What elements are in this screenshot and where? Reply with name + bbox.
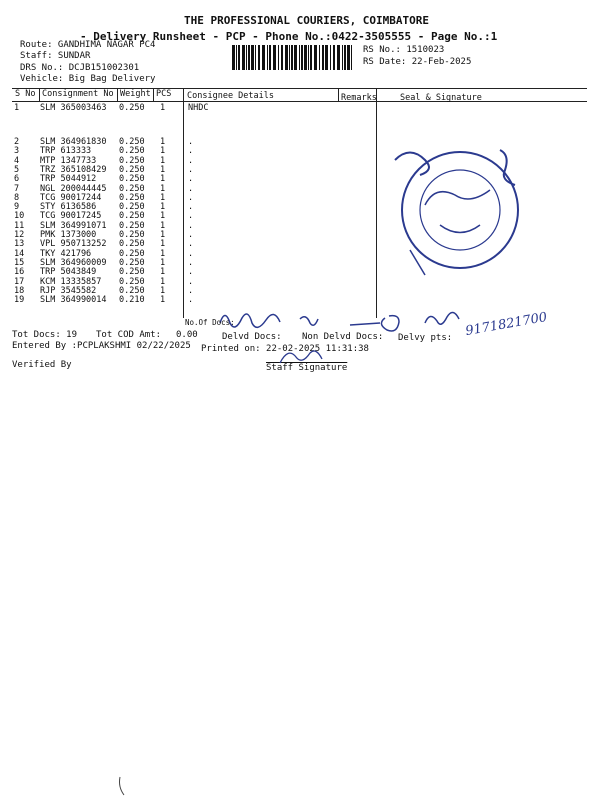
row-consignment-no: PMK 1373000 [40,230,97,240]
row-pcs: 1 [160,137,166,147]
barcode-bar [347,45,350,70]
row-consignee-details: . [188,174,194,185]
row-consignee-details: . [188,155,194,166]
col-divider [183,88,184,318]
row-sno: 14 [14,248,25,259]
barcode-bar [314,45,317,70]
barcode-bar [255,45,256,70]
row-consignment-no: STY 6136586 [40,202,97,213]
barcode-bar [319,45,320,70]
total-docs: Tot Docs: 19 [12,330,78,340]
barcode-bar [281,45,283,70]
row-sno: 19 [14,295,25,306]
row-sno: 2 [14,137,20,147]
row-weight: 0.250 [119,211,145,222]
barcode-bar [325,45,328,70]
row-pcs: 1 [160,239,166,250]
row-sno: 8 [14,192,20,203]
row-consignment-no: TRP 5044912 [40,174,97,185]
row-sno: 13 [14,239,25,250]
row-pcs: 1 [160,155,166,166]
row-pcs: 1 [160,295,166,306]
row-consignment-no: NGL 200044445 [40,183,107,194]
row-weight: 0.250 [119,220,145,231]
barcode-bar [285,45,288,70]
row-consignee-details: . [188,239,194,250]
barcode-bar [236,45,237,70]
non-delivered-docs-label: Non Delvd Docs: [302,332,384,342]
row-weight: 0.250 [119,146,145,157]
barcode-bar [238,45,240,70]
row-sno: 6 [14,174,20,185]
row-weight: 0.250 [119,155,145,166]
printed-on: Printed on: 22-02-2025 11:31:38 [201,344,369,354]
row-consignee-details: . [188,183,194,194]
barcode-bar [351,45,352,70]
row-consignee-details: . [188,146,194,157]
col-header-consignment: Consignment No [42,89,114,99]
staff-signature-mark [275,345,335,367]
row-weight: 0.250 [119,230,145,240]
row-consignment-no: SLM 364990014 [40,295,107,306]
row-consignment-no: TRP 5043849 [40,267,97,278]
total-cod-label: Tot COD Amt: [96,330,162,340]
barcode-bar [269,45,271,70]
row-weight: 0.250 [119,183,145,194]
margin-mark [115,775,135,797]
row-weight: 0.250 [119,257,145,268]
row-pcs: 1 [160,211,166,222]
row-sno: 4 [14,155,20,166]
col-header-seal: Seal & Signature [400,93,482,103]
row-weight: 0.250 [119,285,145,296]
row-weight: 0.250 [119,174,145,185]
row-sno: 9 [14,202,20,213]
barcode-bar [299,45,300,70]
row-consignee-details: . [188,230,194,240]
row-pcs: 1 [160,174,166,185]
row-pcs: 1 [160,103,166,113]
row-consignment-no: TKY 421796 [40,248,92,259]
row-sno: 10 [14,211,25,222]
row-consignment-no: SLM 365003463 [40,103,107,113]
barcode-bar [333,45,335,70]
row-sno: 3 [14,146,20,157]
row-consignee-details: . [188,276,194,287]
barcode-bar [337,45,340,70]
barcode-bar [273,45,276,70]
row-weight: 0.250 [119,137,145,147]
barcode-bar [301,45,303,70]
row-consignee-details: . [188,211,194,222]
no-of-docs-label: No.Of Docs: [185,318,235,327]
row-consignment-no: TRZ 365108429 [40,164,107,175]
row-weight: 0.250 [119,202,145,213]
row-consignee-details: . [188,164,194,175]
row-weight: 0.250 [119,103,145,113]
col-divider [39,88,40,101]
col-divider [376,88,377,318]
barcode-bar [262,45,265,70]
col-divider [338,88,339,101]
barcode-bar [251,45,254,70]
row-weight: 0.210 [119,295,145,306]
row-consignment-no: RJP 3545582 [40,285,97,296]
delivery-points-label: Delvy pts: [398,333,453,343]
row-consignee-details: . [188,202,194,213]
barcode-bar [248,45,250,70]
row-consignment-no: VPL 950713252 [40,239,107,250]
row-pcs: 1 [160,230,166,240]
row-pcs: 1 [160,257,166,268]
col-header-pcs: PCS [156,89,172,99]
row-consignee-details: . [188,257,194,268]
row-consignment-no: SLM 364991071 [40,220,107,231]
row-weight: 0.250 [119,192,145,203]
row-weight: 0.250 [119,267,145,278]
runsheet-subtitle: - Delivery Runsheet - PCP - Phone No.:0422-3505555 - Page No.:1 [80,30,498,43]
row-pcs: 1 [160,146,166,157]
barcode-bar [344,45,346,70]
staff-signature-label: Staff Signature [266,363,348,373]
row-pcs: 1 [160,192,166,203]
row-sno: 15 [14,257,25,268]
staff-label: Staff: SUNDAR [20,51,91,61]
company-seal-stamp [385,130,535,285]
company-title: THE PROFESSIONAL COURIERS, COIMBATORE [184,14,430,27]
row-consignee-details: . [188,295,194,306]
verified-by: Verified By [12,360,72,370]
barcode-bar [304,45,307,70]
barcode-bar [342,45,343,70]
row-consignment-no: SLM 364960009 [40,257,107,268]
row-weight: 0.250 [119,248,145,259]
row-sno: 1 [14,103,20,113]
route-label: Route: GANDHIMA NAGAR PC4 [20,40,156,50]
row-pcs: 1 [160,164,166,175]
col-header-weight: Weight [120,89,151,99]
barcode-bar [294,45,297,70]
row-sno: 5 [14,164,20,175]
row-sno: 18 [14,285,25,296]
col-header-sno: S No [15,89,36,99]
row-consignment-no: TRP 613333 [40,146,92,157]
row-weight: 0.250 [119,239,145,250]
barcode-bar [310,45,312,70]
col-divider [153,88,154,101]
row-sno: 11 [14,220,25,231]
row-consignee-details: . [188,192,194,203]
barcode-bar [258,45,260,70]
barcode-bar [232,45,235,70]
row-consignment-no: KCM 13335857 [40,276,102,287]
barcode-bar [308,45,309,70]
barcode-bar [246,45,247,70]
total-cod-value: 0.00 [176,330,198,340]
entered-by: Entered By :PCPLAKSHMI 02/22/2025 [12,341,191,351]
barcode-bar [278,45,279,70]
col-header-remarks: Remarks [341,93,377,103]
drs-number: DRS No.: DCJB151002301 [20,63,140,73]
row-sno: 12 [14,230,25,240]
row-consignee-details: . [188,248,194,259]
row-weight: 0.250 [119,276,145,287]
vehicle-label: Vehicle: Big Bag Delivery [20,74,156,84]
row-consignee-details: . [188,220,194,231]
col-divider [117,88,118,101]
row-consignee-details: NHDC [188,103,209,113]
barcode-bar [330,45,331,70]
barcode [232,45,354,70]
row-consignment-no: TCG 90017244 [40,192,102,203]
barcode-bar [322,45,324,70]
row-sno: 16 [14,267,25,278]
row-pcs: 1 [160,220,166,231]
barcode-bar [289,45,290,70]
col-header-consignee: Consignee Details [187,91,274,101]
row-consignee-details: . [188,285,194,296]
barcode-bar [291,45,293,70]
row-pcs: 1 [160,183,166,194]
delivered-docs-label: Delvd Docs: [222,332,282,342]
row-consignee-details: . [188,267,194,278]
row-pcs: 1 [160,285,166,296]
row-consignment-no: TCG 90017245 [40,211,102,222]
row-pcs: 1 [160,267,166,278]
barcode-bar [267,45,268,70]
row-pcs: 1 [160,202,166,213]
row-consignee-details: . [188,137,194,147]
row-consignment-no: MTP 1347733 [40,155,97,166]
rs-number: RS No.: 1510023 [363,45,445,55]
barcode-bar [242,45,245,70]
handwritten-phone: 9171821700 [464,309,549,340]
row-pcs: 1 [160,248,166,259]
rs-date: RS Date: 22-Feb-2025 [363,57,472,67]
row-pcs: 1 [160,276,166,287]
row-weight: 0.250 [119,164,145,175]
row-sno: 7 [14,183,20,194]
row-consignment-no: SLM 364961830 [40,137,107,147]
table-header-border [12,101,587,102]
row-sno: 17 [14,276,25,287]
